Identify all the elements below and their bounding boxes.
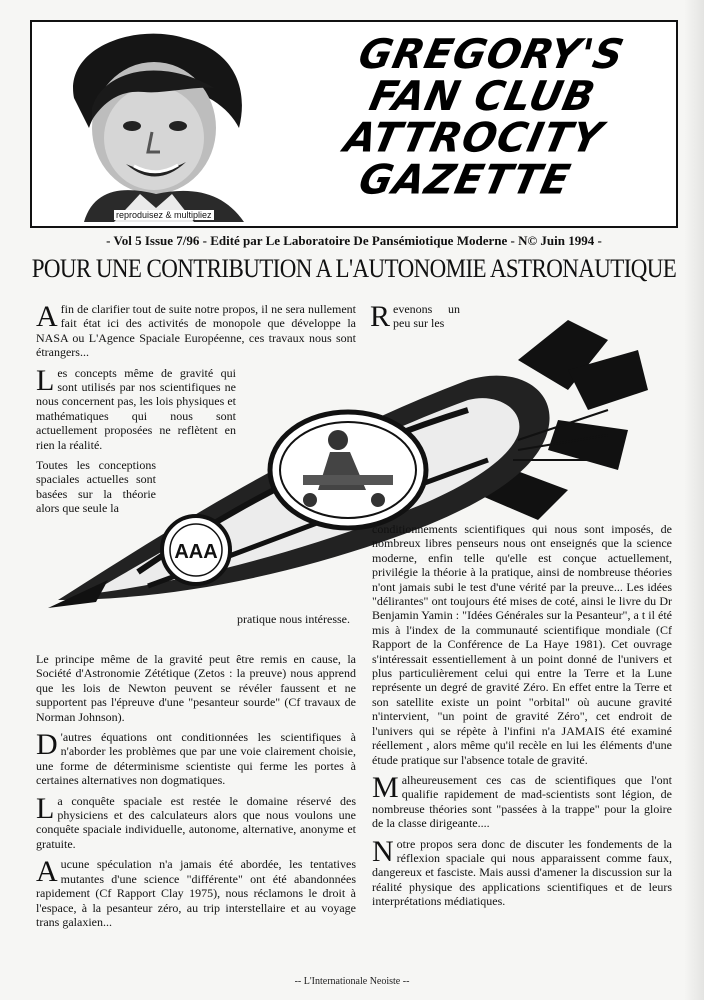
paragraph-text: a conquête spaciale est restée le domaine réservé des physiciens et des calculateurs alors que nous voulons une conquête spaciale individuelle, autonome, alternative, anonyme et gratuite.: [36, 793, 356, 851]
drop-cap: L: [36, 791, 55, 825]
page-edge: [684, 0, 704, 1000]
paragraph: [36, 363, 236, 452]
paragraph-text: ucune spéculation n'a jamais été abordée, les tentatives mutantes d'une science "différente" ont été abandonnées rapidement (Cf Rapport Clay 1975), nous réclamons le droit à l'espace, à la pesanteur zéro, au trip interstellaire et au voyage trans galaxien...: [36, 857, 356, 929]
paragraph: [372, 770, 672, 831]
rocket-emblem-text: AAA: [174, 541, 218, 563]
title-line: GREGORY'S: [354, 31, 629, 79]
drop-cap: N: [372, 834, 394, 868]
title-line: FAN CLUB: [365, 73, 600, 121]
paragraph-text: fin de clarifier tout de suite notre propos, il ne sera nullement fait état ici des activités de monopole que développe la NASA ou L'Agence Spaciale Européenne, ces travaux nous sont étrangers...: [36, 302, 356, 360]
paragraph-text: 'autres équations ont conditionnées les scientifiques à n'aborder les problèmes que par une voie clairement choisie, une forme de déterminisme scientiste qui ferme les portes à certaines alternatives non dogmatiques.: [36, 730, 356, 788]
title-line: ATTROCITY: [340, 114, 608, 162]
left-column-bottom: [36, 652, 356, 935]
paragraph: [36, 302, 356, 360]
masthead: [30, 20, 678, 228]
drop-cap: M: [372, 770, 399, 804]
gazette-title: [264, 31, 692, 204]
title-line: GAZETTE: [354, 156, 575, 204]
paragraph-text: evenons un peu sur les: [393, 302, 460, 331]
drop-cap: A: [36, 855, 58, 889]
paragraph-text: Toutes les conceptions spaciales actuelles sont basées sur la théorie alors que seule la: [36, 458, 156, 516]
paragraph: Le principe même de la gravité peut être remis en cause, la Société d'Astronomie Zététique (Zetos : la preuve) nous apprend que les lois de Newton peuvent se révéler faussent et ne supportent pas l'épreuve d'une "pesanteur sourde" (Cf travaux de Norman Johnson).: [36, 652, 356, 724]
drop-cap: L: [36, 363, 55, 397]
paragraph: [372, 834, 672, 909]
paragraph: [36, 791, 356, 852]
portrait-caption: reproduisez & multipliez: [116, 210, 212, 220]
left-column-continuation: [230, 612, 350, 632]
right-column-main: [372, 522, 672, 915]
right-column-top: [370, 302, 460, 337]
paragraph-text: otre propos sera donc de discuter les fondements de la réflexion spaciale qui nous apparaissent comme faux, dangereux et fasciste. Mais aussi d'amener la discussion sur la réalité physique des applications scientifiques et de leurs interprétations médiatiques.: [372, 836, 672, 909]
issue-line: - Vol 5 Issue 7/96 - Edité par Le Laboratoire De Pansémiotique Moderne - N© Juin 1994 -: [106, 233, 602, 248]
drop-cap: A: [36, 300, 58, 333]
paragraph: [36, 857, 356, 929]
portrait-photo: [44, 28, 276, 222]
paragraph: [36, 458, 156, 516]
paragraph-text: alheureusement ces cas de scientifiques que l'ont qualifie rapidement de mad-scientists sont légion, de nombreuse théories sont "passées à la trappe" pour la gloire de la classe dirigeante....: [372, 772, 672, 831]
paragraph: [36, 730, 356, 788]
footer: -- L'Internationale Neoiste --: [294, 976, 410, 987]
child-portrait-illustration: [44, 28, 276, 222]
drop-cap: R: [370, 300, 391, 333]
left-column-top: [36, 302, 356, 522]
paragraph: [370, 302, 460, 331]
paragraph-text: es concepts même de gravité qui sont utilisés par nos scientifiques ne nous concernent pas, les lois physiques et mathématiques qui nous sont actuellement proposées ne reflètent en rien la réalité.: [36, 365, 236, 452]
paragraph: conditionnements scientifiques qui nous sont imposés, de nombreux libres penseurs nous ont enseignés que la science moderne, enfin telle qu'elle est conçue actuellement, privilégie la théorie à la pratique, ainsi de nombreuse théories n'ont jamais subi le test d'une vérité par la preuve... Les idées "délirantes" ont toujours été mises de coté, ainsi le livre du Dr Benjamin Yamin : "Idées Générales sur la Pesanteur", a t il été mis à l'index de la communauté scientifique mondiale (Cf Rapport de la Conférence de La Haye 1981). Cet ouvrage s'intéressait essentiellement à un point donné de l'univers et plus particulièrement celui qui entre la Terre et la Lune représente un degré de gravité Zéro. En effet entre la Terre et son satellite existe un point "orbital" où aucune gravité n'intervient, "un point de gravité Zéro", cet endroit de l'univers qui se répète à l'infini n'a JAMAIS été examiné réellement , alors même qu'il recèle en lui les éléments d'une étude pratique sur l'absence totale de gravité.: [372, 522, 672, 767]
paragraph-text: pratique nous intéresse.: [237, 612, 350, 626]
drop-cap: D: [36, 728, 58, 762]
article-headline: POUR UNE CONTRIBUTION A L'AUTONOMIE ASTRONAUTIQUE: [31, 254, 677, 283]
